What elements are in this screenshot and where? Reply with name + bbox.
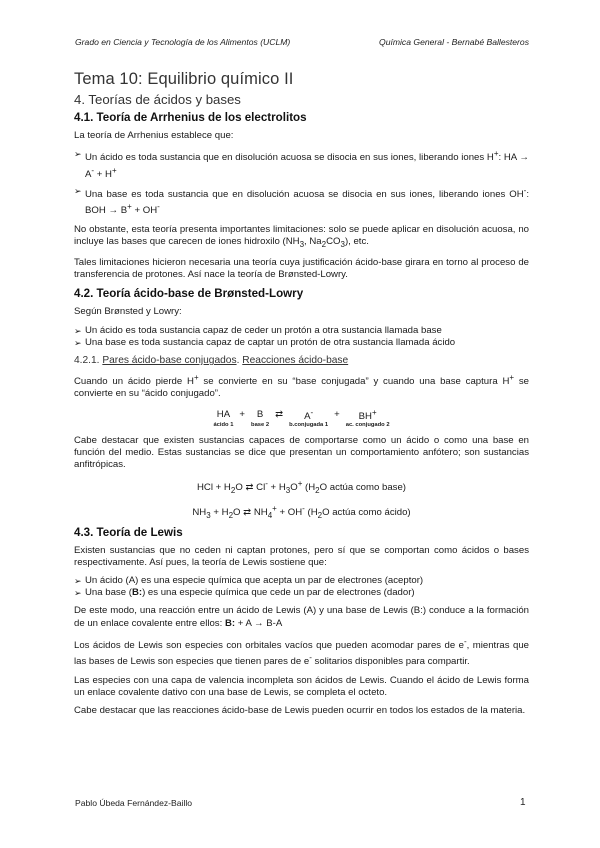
list-item: ➢ Un ácido es toda sustancia capaz de ceder un protón a otra sustancia llamada base <box>74 324 442 336</box>
s43-paragraph-5: Cabe destacar que las reacciones ácido-base de Lewis pueden ocurrir en todos los estados de la materia. <box>74 705 526 717</box>
arrow-bullet-icon: ➢ <box>74 337 82 348</box>
list-item: ➢ Un ácido (A) es una especie química que acepta un par de electrones (aceptor) <box>74 575 424 587</box>
arrow-bullet-icon: ➢ <box>74 185 82 196</box>
s41-list <box>74 148 529 218</box>
header-subject: Química General - Bernabé Ballesteros <box>379 37 529 47</box>
s43-paragraph-1: Existen sustancias que no ceden ni captan protones, pero sí que se comportan como ácidos o bases respectivamente. Así pues, la teoría de Lewis sostiene que: <box>74 544 529 568</box>
footer-author: Pablo Úbeda Fernández-Baillo <box>75 798 193 808</box>
arrow-bullet-icon: ➢ <box>74 325 82 336</box>
s43-paragraph-4: Las especies con una capa de valencia incompleta son ácidos de Lewis. Cuando el ácido de Lewis forma un enlace covalente dativo con una base de Lewis, se completa el octeto. <box>74 674 529 698</box>
section-42-title: 4.2. Teoría ácido-base de Brønsted-Lowry <box>74 287 304 301</box>
list-item: ➢ Una base es toda sustancia que en disolución acuosa se disocia en sus iones, liberando iones OH-: BOH → B+ + OH- <box>74 185 529 217</box>
header-course: Grado en Ciencia y Tecnología de los Alimentos (UCLM) <box>75 37 291 47</box>
page-title: Tema 10: Equilibrio químico II <box>74 70 294 88</box>
section-43-title: 4.3. Teoría de Lewis <box>74 525 183 539</box>
list-item: ➢ Un ácido es toda sustancia que en disolución acuosa se disocia en sus iones, liberando iones H+: HA → A- + H+ <box>74 149 529 180</box>
section-4-title: 4. Teorías de ácidos y bases <box>74 92 241 107</box>
s42-paragraph-1: Cuando un ácido pierde H+ se convierte en su “base conjugada” y cuando una base captura H+ se convierte en su “ácido conjugado”. <box>74 373 529 400</box>
equation-hcl: HCl + $H_2O$ ⇄ $Cl^- + H_3O^+$ ($H_2O$ actúa como base) <box>197 479 406 496</box>
s42-paragraph-2: Cabe destacar que existen sustancias capaces de comportarse como un ácido o como una base en función del medio. Estas sustancias se dice que presentan un comportamiento anfótero; son sustancias anfitrópicas. <box>74 434 529 471</box>
page-content <box>74 70 529 723</box>
list-item: ➢ Una base es toda sustancia capaz de captar un protón de otra sustancia llamada ácido <box>74 336 456 348</box>
s41-paragraph-2: Tales limitaciones hicieron necesaria una teoría cuya justificación ácido-base girara en torno al proceso de transferencia de protones. Así nace la teoría de Brønsted-Lowry. <box>74 257 529 281</box>
s42-intro: Según Brønsted y Lowry: <box>74 306 182 318</box>
s41-intro: La teoría de Arrhenius establece que: <box>74 130 234 141</box>
arrow-bullet-icon: ➢ <box>74 149 82 160</box>
section-41-title: 4.1. Teoría de Arrhenius de los electrolitos <box>74 111 307 124</box>
s43-paragraph-2: De este modo, una reacción entre un ácido de Lewis (A) y una base de Lewis (B:) conduce a la formación de un enlace covalente entre ellos: B: + A → B-A <box>74 605 529 629</box>
s43-paragraph-3: Los ácidos de Lewis son especies con orbitales vacíos que pueden acomodar pares de e-, mientras que las bases de Lewis son especies que tienen pares de e- solitarios disponibles para compartir. <box>74 636 529 668</box>
page-number: 1 <box>520 797 526 808</box>
arrow-bullet-icon: ➢ <box>74 576 82 587</box>
subsection-421-title: 4.2.1. Pares ácido-base conjugados. Reacciones ácido-base <box>74 355 349 367</box>
list-item: ➢ Una base (B:) es una especie química que cede un par de electrones (dador) <box>74 587 415 599</box>
s43-list <box>74 575 529 599</box>
conjugate-pairs-equation: HA + B ⇄ A- + BH+ ácido 1 base 2 b.conjugada 1 ac. conjugado 2 <box>213 407 390 428</box>
s41-paragraph-1: No obstante, esta teoría presenta importantes limitaciones: solo se puede aplicar en disolución acuosa, no incluye las bases que carecen de iones hidroxilo ($NH_3$, $Na_2CO_3$), etc. <box>74 223 529 249</box>
s42-list <box>74 325 529 349</box>
equation-nh3: $NH_3 + H_2O$ ⇄ $NH_4^+ + OH^-$ ($H_2O$ actúa como ácido) <box>192 503 411 520</box>
arrow-bullet-icon: ➢ <box>74 588 82 599</box>
